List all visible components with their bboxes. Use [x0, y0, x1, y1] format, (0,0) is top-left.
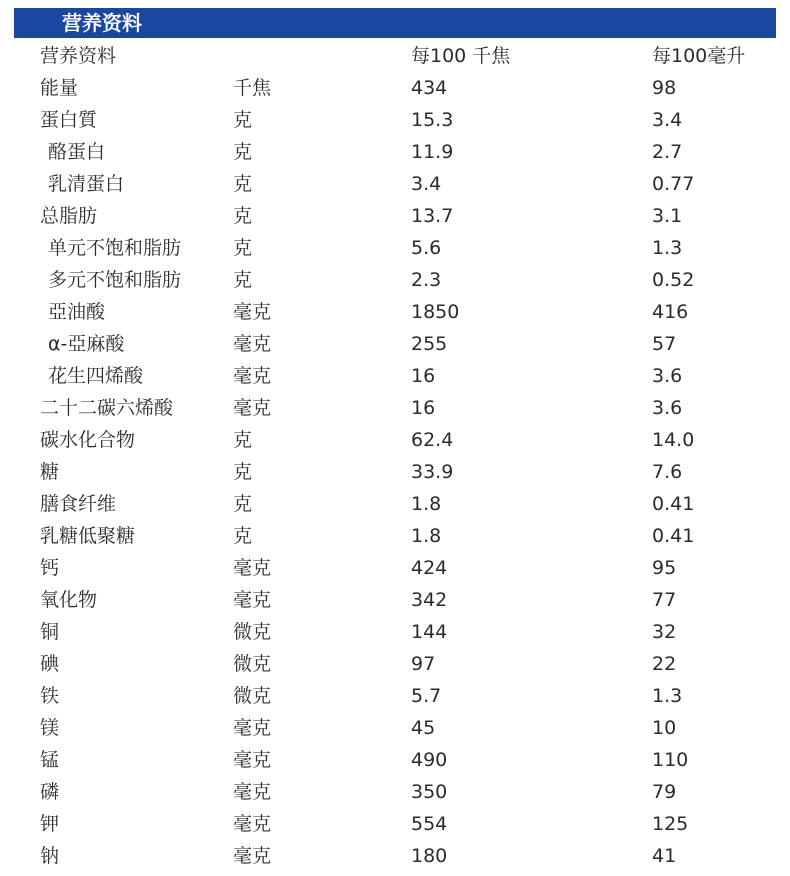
nutrient-unit: 毫克 [233, 749, 272, 771]
value-per-100ml: 95 [652, 557, 677, 579]
value-per-100ml: 14.0 [652, 429, 695, 451]
value-per-100kj: 1.8 [411, 493, 442, 515]
value-per-100ml: 1.3 [652, 237, 683, 259]
value-per-100kj: 3.4 [411, 173, 442, 195]
table-row [0, 232, 790, 264]
value-per-100kj: 5.6 [411, 237, 442, 259]
value-per-100kj: 15.3 [411, 109, 454, 131]
table-row [0, 360, 790, 392]
value-per-100kj: 424 [411, 557, 448, 579]
value-per-100kj: 1.8 [411, 525, 442, 547]
column-header-per-ml: 每100毫升 [652, 45, 746, 67]
nutrient-name: 钙 [40, 557, 60, 579]
nutrient-unit: 微克 [233, 653, 272, 675]
nutrient-unit: 克 [233, 109, 253, 131]
value-per-100kj: 180 [411, 845, 448, 867]
table-row [0, 264, 790, 296]
value-per-100ml: 10 [652, 717, 677, 739]
nutrient-unit: 克 [233, 237, 253, 259]
value-per-100kj: 144 [411, 621, 448, 643]
value-per-100ml: 1.3 [652, 685, 683, 707]
value-per-100ml: 3.6 [652, 397, 683, 419]
table-row [0, 520, 790, 552]
nutrient-name: 钾 [40, 813, 60, 835]
table-row [0, 840, 790, 872]
table-row [0, 328, 790, 360]
table-row [0, 136, 790, 168]
nutrient-name: 磷 [40, 781, 60, 803]
nutrient-unit: 毫克 [233, 845, 272, 867]
value-per-100kj: 342 [411, 589, 448, 611]
value-per-100kj: 33.9 [411, 461, 454, 483]
nutrient-unit: 克 [233, 173, 253, 195]
nutrient-name: 乳糖低聚糖 [40, 525, 136, 547]
value-per-100ml: 57 [652, 333, 677, 355]
table-row [0, 776, 790, 808]
value-per-100kj: 554 [411, 813, 448, 835]
table-row [0, 616, 790, 648]
value-per-100kj: 45 [411, 717, 436, 739]
nutrient-unit: 毫克 [233, 333, 272, 355]
value-per-100ml: 125 [652, 813, 689, 835]
nutrient-unit: 毫克 [233, 557, 272, 579]
value-per-100kj: 1850 [411, 301, 460, 323]
value-per-100ml: 0.77 [652, 173, 695, 195]
nutrient-name: 亞油酸 [48, 301, 106, 323]
table-row [0, 392, 790, 424]
value-per-100ml: 3.1 [652, 205, 683, 227]
nutrient-name: 铜 [40, 621, 60, 643]
nutrient-name: 酪蛋白 [48, 141, 106, 163]
table-row [0, 680, 790, 712]
value-per-100kj: 434 [411, 77, 448, 99]
value-per-100kj: 11.9 [411, 141, 454, 163]
value-per-100kj: 97 [411, 653, 436, 675]
value-per-100kj: 490 [411, 749, 448, 771]
value-per-100kj: 13.7 [411, 205, 454, 227]
value-per-100ml: 98 [652, 77, 677, 99]
table-row [0, 72, 790, 104]
nutrient-unit: 毫克 [233, 365, 272, 387]
table-header-row [0, 40, 790, 72]
table-row [0, 200, 790, 232]
value-per-100kj: 2.3 [411, 269, 442, 291]
header-title: 营养资料 [62, 11, 142, 35]
nutrient-name: 糖 [40, 461, 60, 483]
nutrient-unit: 千焦 [233, 77, 272, 99]
value-per-100ml: 79 [652, 781, 677, 803]
value-per-100kj: 16 [411, 365, 436, 387]
value-per-100ml: 32 [652, 621, 677, 643]
value-per-100ml: 3.6 [652, 365, 683, 387]
table-row [0, 296, 790, 328]
nutrient-name: 总脂肪 [40, 205, 98, 227]
nutrient-name: 单元不饱和脂肪 [48, 237, 182, 259]
nutrient-name: 乳清蛋白 [48, 173, 125, 195]
value-per-100ml: 110 [652, 749, 689, 771]
nutrient-unit: 毫克 [233, 813, 272, 835]
column-header-name: 营养资料 [40, 45, 117, 67]
value-per-100ml: 3.4 [652, 109, 683, 131]
table-row [0, 104, 790, 136]
nutrient-name: 多元不饱和脂肪 [48, 269, 182, 291]
nutrient-unit: 克 [233, 205, 253, 227]
nutrient-unit: 毫克 [233, 589, 272, 611]
value-per-100kj: 62.4 [411, 429, 454, 451]
nutrient-name: 二十二碳六烯酸 [40, 397, 174, 419]
nutrient-unit: 毫克 [233, 781, 272, 803]
table-row [0, 456, 790, 488]
table-row [0, 712, 790, 744]
nutrient-name: 碘 [40, 653, 60, 675]
column-header-per-kj: 每100 千焦 [411, 45, 511, 67]
nutrient-name: 碳水化合物 [40, 429, 136, 451]
value-per-100ml: 41 [652, 845, 677, 867]
nutrient-unit: 克 [233, 269, 253, 291]
nutrient-unit: 毫克 [233, 301, 272, 323]
nutrient-unit: 克 [233, 525, 253, 547]
nutrient-unit: 克 [233, 493, 253, 515]
header-bar [14, 8, 776, 38]
nutrient-name: 氧化物 [40, 589, 98, 611]
table-row [0, 488, 790, 520]
value-per-100ml: 22 [652, 653, 677, 675]
table-body [0, 72, 790, 872]
table-row [0, 808, 790, 840]
value-per-100kj: 255 [411, 333, 448, 355]
nutrient-name: 膳食纤维 [40, 493, 117, 515]
value-per-100kj: 5.7 [411, 685, 442, 707]
nutrient-unit: 克 [233, 429, 253, 451]
nutrient-name: 蛋白質 [40, 109, 98, 131]
value-per-100kj: 350 [411, 781, 448, 803]
nutrient-name: 锰 [40, 749, 60, 771]
nutrient-unit: 微克 [233, 621, 272, 643]
nutrition-table [0, 40, 790, 872]
value-per-100kj: 16 [411, 397, 436, 419]
table-row [0, 744, 790, 776]
value-per-100ml: 7.6 [652, 461, 683, 483]
value-per-100ml: 0.41 [652, 525, 695, 547]
table-row [0, 168, 790, 200]
nutrient-name: α-亞麻酸 [48, 333, 125, 355]
nutrient-name: 能量 [40, 77, 79, 99]
nutrient-unit: 毫克 [233, 397, 272, 419]
nutrient-unit: 微克 [233, 685, 272, 707]
table-row [0, 552, 790, 584]
table-row [0, 584, 790, 616]
value-per-100ml: 77 [652, 589, 677, 611]
nutrient-name: 铁 [40, 685, 60, 707]
nutrient-name: 钠 [40, 845, 60, 867]
value-per-100ml: 416 [652, 301, 689, 323]
nutrient-name: 镁 [40, 717, 60, 739]
value-per-100ml: 2.7 [652, 141, 683, 163]
value-per-100ml: 0.52 [652, 269, 695, 291]
nutrient-unit: 毫克 [233, 717, 272, 739]
nutrient-name: 花生四烯酸 [48, 365, 144, 387]
table-row [0, 648, 790, 680]
nutrient-unit: 克 [233, 461, 253, 483]
table-row [0, 424, 790, 456]
value-per-100ml: 0.41 [652, 493, 695, 515]
nutrient-unit: 克 [233, 141, 253, 163]
